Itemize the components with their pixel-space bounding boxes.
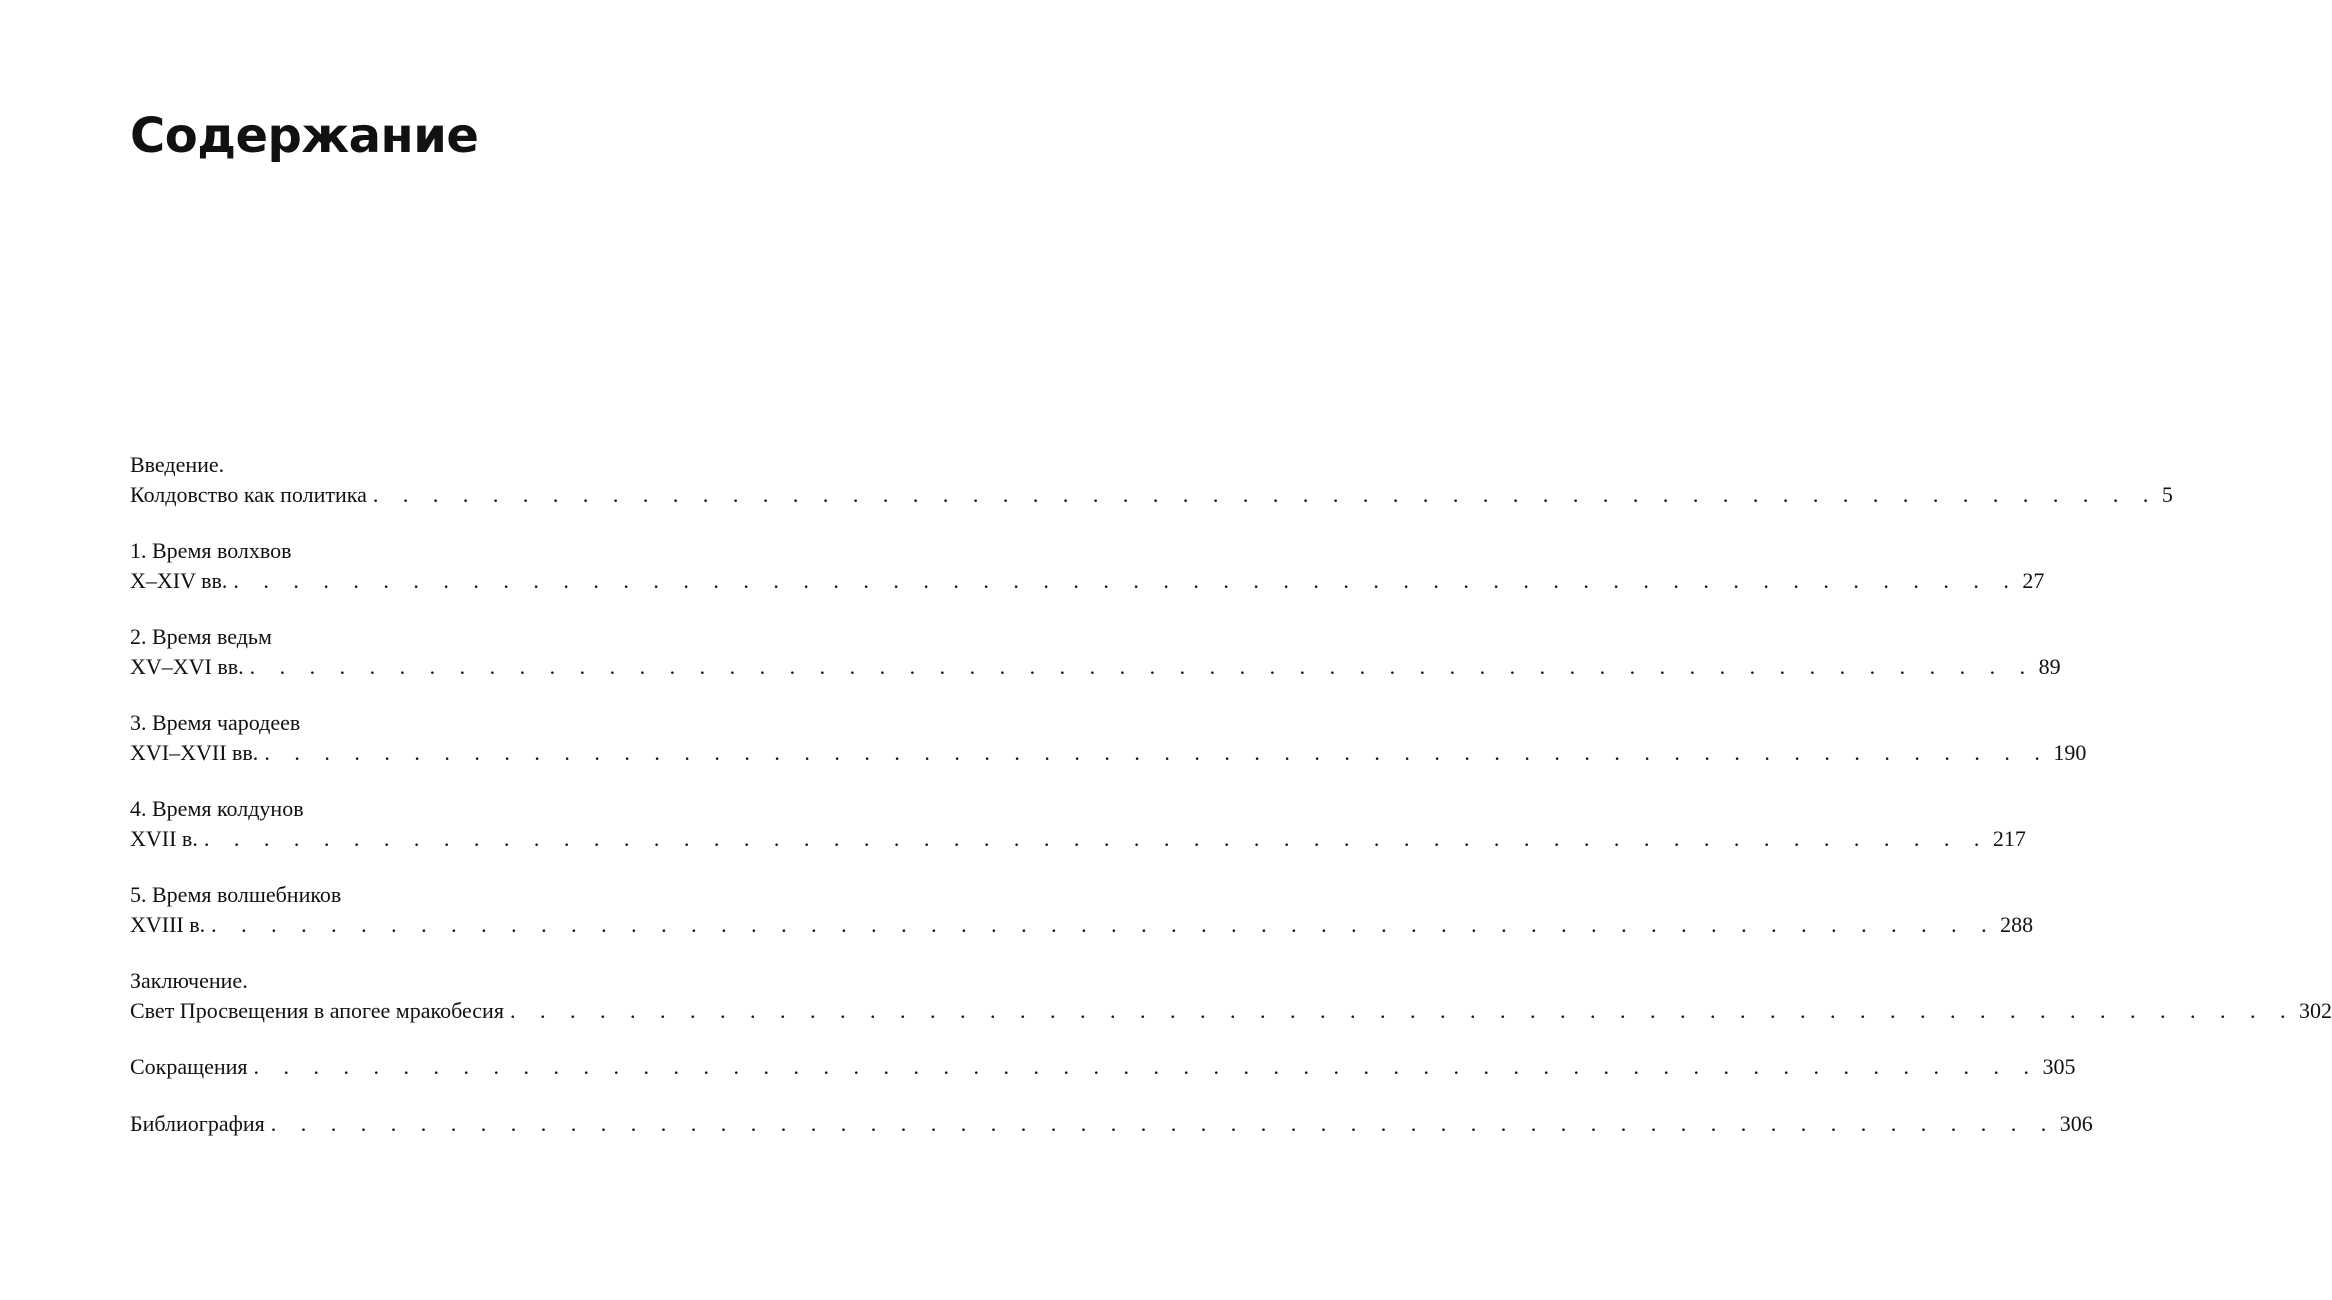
- toc-entry-title: Свет Просвещения в апогее мракобесия: [130, 998, 504, 1023]
- toc-entry-chapter-3[interactable]: [130, 708, 2087, 768]
- dot-leader: . . . . . . . . . . . . . . . . . . . . . . . . . . . . . . . . . . . . . . . . . . . . . . . . . . . . . . . . . . . .: [509, 998, 2295, 1023]
- toc-entry-line: [130, 910, 2034, 940]
- toc-entry-heading-text: 5. Время волшебников: [130, 882, 342, 907]
- toc-entry-heading-text: 2. Время ведьм: [130, 624, 272, 649]
- toc-page-number: 302: [2298, 998, 2332, 1023]
- toc-entry-heading: [130, 450, 826, 480]
- toc-entry-line: [130, 652, 2061, 682]
- toc-entry-heading-text: 4. Время колдунов: [130, 796, 304, 821]
- toc-entry-introduction[interactable]: [130, 450, 2173, 510]
- dot-leader: . . . . . . . . . . . . . . . . . . . . . . . . . . . . . . . . . . . . . . . . . . . . . . . . . . . . . . . . . . . .: [249, 654, 2035, 679]
- table-of-contents: [130, 450, 2332, 1139]
- toc-entry-bibliography[interactable]: [130, 1109, 2093, 1139]
- page-title: Содержание: [130, 108, 479, 164]
- toc-entry-heading: [130, 708, 826, 738]
- toc-page-number: 27: [2022, 568, 2045, 593]
- dot-leader: . . . . . . . . . . . . . . . . . . . . . . . . . . . . . . . . . . . . . . . . . . . . . . . . . . . . . . . . . . . .: [264, 740, 2050, 765]
- toc-entry-chapter-2[interactable]: [130, 622, 2061, 682]
- toc-page-number: 190: [2053, 740, 2087, 765]
- toc-entry-heading-text: Заключение.: [130, 968, 248, 993]
- toc-entry-heading: [130, 622, 826, 652]
- toc-page-number: 288: [2000, 912, 2034, 937]
- dot-leader: . . . . . . . . . . . . . . . . . . . . . . . . . . . . . . . . . . . . . . . . . . . . . . . . . . . . . . . . . . . .: [270, 1111, 2056, 1136]
- dot-leader: . . . . . . . . . . . . . . . . . . . . . . . . . . . . . . . . . . . . . . . . . . . . . . . . . . . . . . . . . . . .: [372, 482, 2158, 507]
- toc-entry-title: XV–XVI вв.: [130, 654, 244, 679]
- toc-entry-title: Сокращения: [130, 1054, 248, 1079]
- toc-entry-line: [130, 1052, 2076, 1082]
- toc-entry-title: Библиография: [130, 1111, 265, 1136]
- toc-entry-abbreviations[interactable]: [130, 1052, 2076, 1082]
- toc-entry-line: [130, 566, 2045, 596]
- toc-entry-chapter-5[interactable]: [130, 880, 2034, 940]
- toc-entry-title: XVI–XVII вв.: [130, 740, 259, 765]
- dot-leader: . . . . . . . . . . . . . . . . . . . . . . . . . . . . . . . . . . . . . . . . . . . . . . . . . . . . . . . . . . . .: [253, 1054, 2039, 1079]
- toc-page-number: 5: [2161, 482, 2173, 507]
- toc-entry-title: XVII в.: [130, 826, 198, 851]
- toc-page-number: 306: [2059, 1111, 2093, 1136]
- toc-page-number: 217: [1992, 826, 2026, 851]
- dot-leader: . . . . . . . . . . . . . . . . . . . . . . . . . . . . . . . . . . . . . . . . . . . . . . . . . . . . . . . . . . . .: [233, 568, 2019, 593]
- toc-entry-line: [130, 1109, 2093, 1139]
- toc-entry-heading-text: Введение.: [130, 452, 225, 477]
- toc-entry-line: [130, 824, 2026, 854]
- toc-entry-heading-text: 1. Время волхвов: [130, 538, 292, 563]
- toc-entry-title: XVIII в.: [130, 912, 206, 937]
- toc-entry-conclusion[interactable]: [130, 966, 2332, 1026]
- toc-entry-heading: [130, 536, 826, 566]
- toc-entry-heading: [130, 880, 826, 910]
- toc-entry-chapter-1[interactable]: [130, 536, 2045, 596]
- dot-leader: . . . . . . . . . . . . . . . . . . . . . . . . . . . . . . . . . . . . . . . . . . . . . . . . . . . . . . . . . . . .: [203, 826, 1989, 851]
- toc-page-number: 89: [2038, 654, 2061, 679]
- toc-entry-heading: [130, 966, 826, 996]
- toc-entry-chapter-4[interactable]: [130, 794, 2026, 854]
- toc-entry-line: [130, 996, 2332, 1026]
- toc-entry-title: X–XIV вв.: [130, 568, 228, 593]
- toc-entry-title: Колдовство как политика: [130, 482, 367, 507]
- toc-page-number: 305: [2042, 1054, 2076, 1079]
- toc-entry-heading: [130, 794, 826, 824]
- toc-entry-line: [130, 738, 2087, 768]
- toc-entry-heading-text: 3. Время чародеев: [130, 710, 301, 735]
- dot-leader: . . . . . . . . . . . . . . . . . . . . . . . . . . . . . . . . . . . . . . . . . . . . . . . . . . . . . . . . . . . .: [211, 912, 1997, 937]
- toc-entry-line: [130, 480, 2173, 510]
